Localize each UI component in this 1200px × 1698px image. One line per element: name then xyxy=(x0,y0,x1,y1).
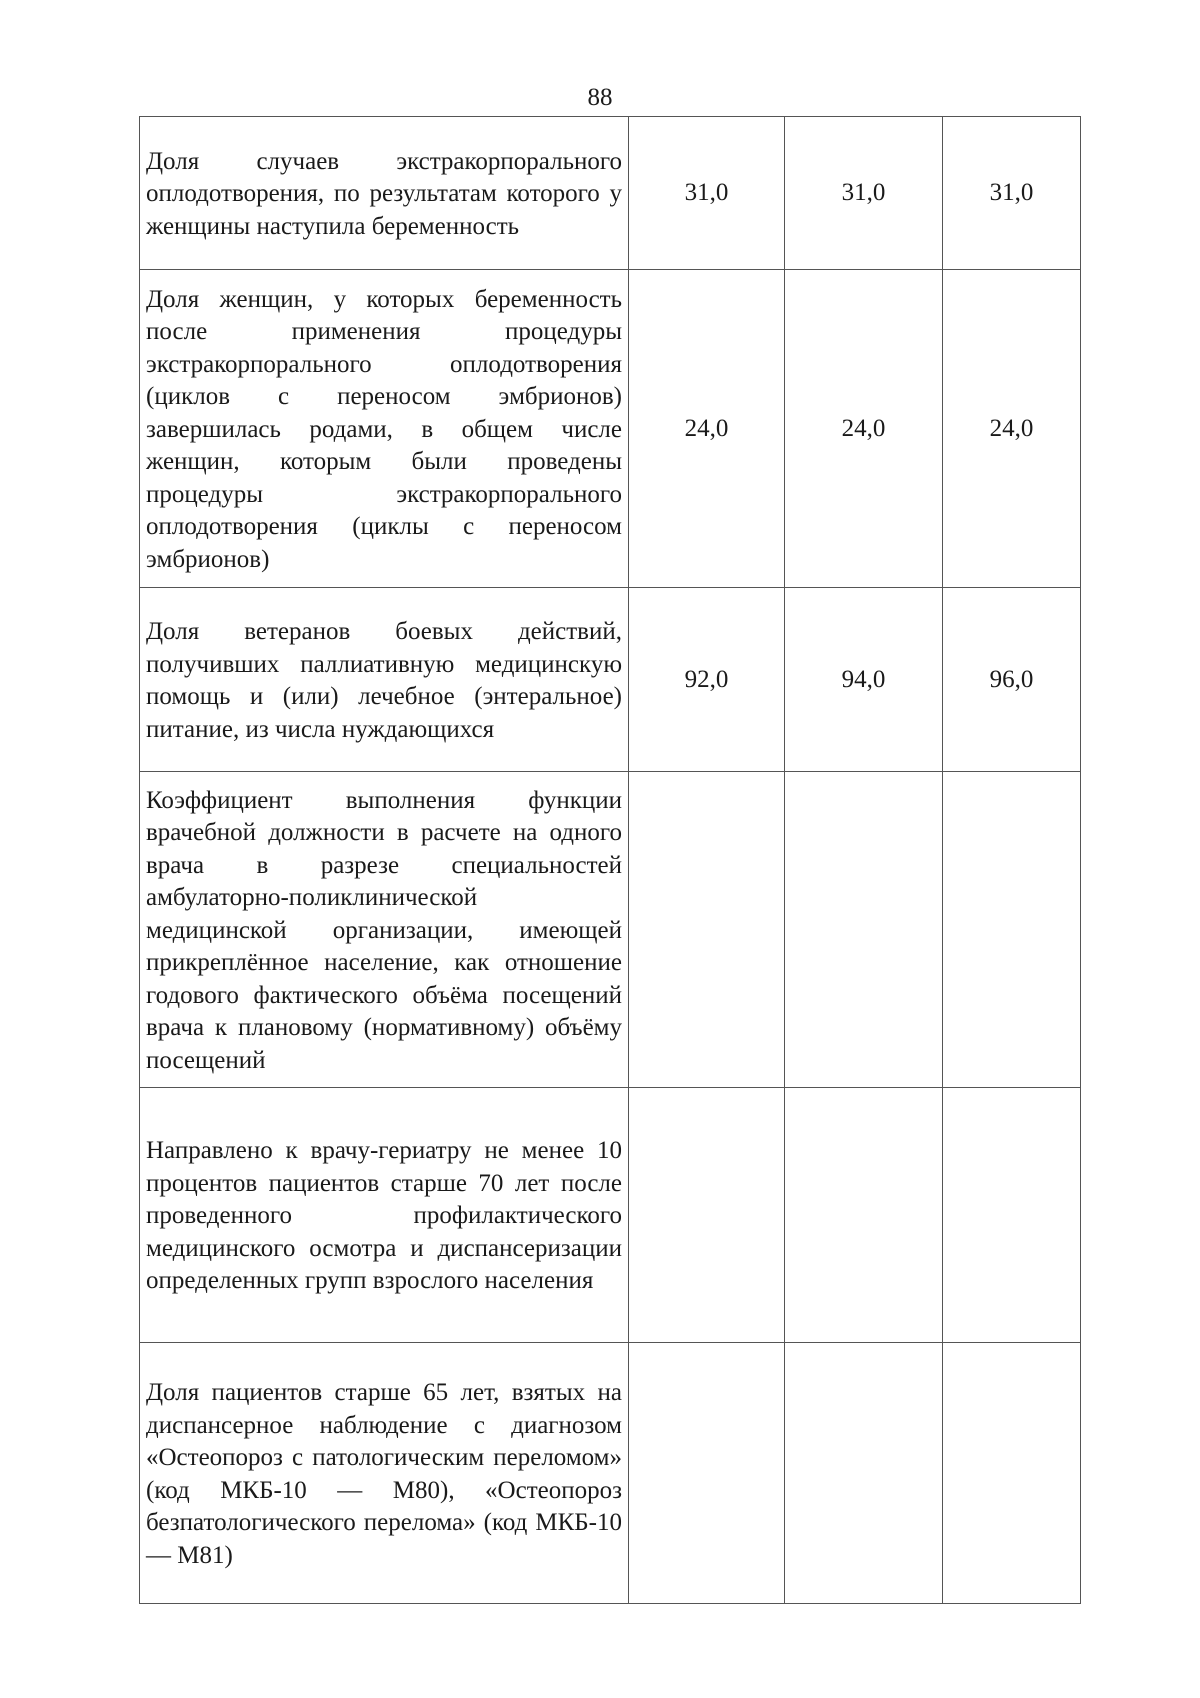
indicator-description: Коэффициент выполнения функции врачебной должности в расчете на одного врача в разрезе специальностей амбулаторно-поликлинической медицинской организации, имеющей прикреплённое население, как отношение годового фактического объёма посещений врача к плановому (нормативному) объёму посещений xyxy=(140,772,629,1088)
table-row xyxy=(140,588,1081,772)
table-row xyxy=(140,270,1081,588)
indicator-description: Доля женщин, у которых беременность после применения процедуры экстракорпорального оплодотворения (циклов с переносом эмбрионов) завершилась родами, в общем числе женщин, которым были проведены процедуры экстракорпорального оплодотворения (циклы с переносом эмбрионов) xyxy=(140,270,629,588)
indicator-description: Направлено к врачу-гериатру не менее 10 процентов пациентов старше 70 лет после проведенного профилактического медицинского осмотра и диспансеризации определенных групп взрослого населения xyxy=(140,1088,629,1343)
indicator-value-col1 xyxy=(629,1088,785,1343)
indicator-value-col1: 92,0 xyxy=(629,588,785,772)
indicator-value-col1: 24,0 xyxy=(629,270,785,588)
indicator-description: Доля ветеранов боевых действий, получивших паллиативную медицинскую помощь и (или) лечебное (энтеральное) питание, из числа нуждающихся xyxy=(140,588,629,772)
indicator-value-col3: 24,0 xyxy=(943,270,1081,588)
table-row xyxy=(140,1088,1081,1343)
indicator-value-col2 xyxy=(785,1343,943,1604)
indicator-description: Доля пациентов старше 65 лет, взятых на диспансерное наблюдение с диагнозом «Остеопороз с патологическим переломом» (код МКБ-10 — М80), «Остеопороз безпатологического перелома» (код МКБ-10 — М81) xyxy=(140,1343,629,1604)
indicator-value-col3 xyxy=(943,1088,1081,1343)
indicator-value-col1: 31,0 xyxy=(629,117,785,270)
indicator-value-col3: 31,0 xyxy=(943,117,1081,270)
indicator-value-col1 xyxy=(629,772,785,1088)
indicator-value-col3 xyxy=(943,772,1081,1088)
page-number: 88 xyxy=(587,84,613,111)
indicator-value-col2 xyxy=(785,1088,943,1343)
indicator-description: Доля случаев экстракорпорального оплодотворения, по результатам которого у женщины наступила беременность xyxy=(140,117,629,270)
indicator-value-col3 xyxy=(943,1343,1081,1604)
indicator-value-col2: 94,0 xyxy=(785,588,943,772)
table-row xyxy=(140,117,1081,270)
indicators-table xyxy=(139,116,1081,1604)
table-row xyxy=(140,772,1081,1088)
indicator-value-col2 xyxy=(785,772,943,1088)
indicator-value-col2: 31,0 xyxy=(785,117,943,270)
indicator-value-col3: 96,0 xyxy=(943,588,1081,772)
indicator-value-col2: 24,0 xyxy=(785,270,943,588)
table-row xyxy=(140,1343,1081,1604)
indicator-value-col1 xyxy=(629,1343,785,1604)
